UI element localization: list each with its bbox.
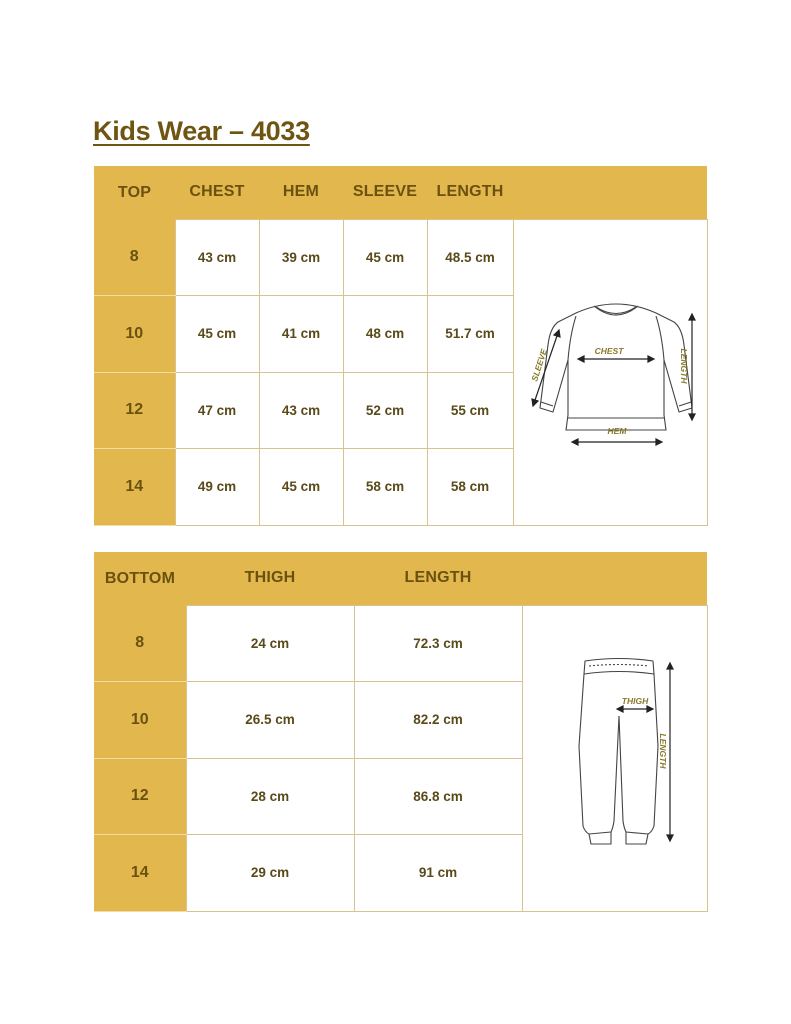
diagram-length-label: LENGTH — [657, 733, 668, 768]
header-thigh: THIGH — [186, 552, 354, 605]
pants-diagram-cell — [522, 605, 707, 911]
chest-value: 43 cm — [175, 219, 259, 296]
diagram-length-label: LENGTH — [678, 348, 689, 383]
size-label: 12 — [94, 758, 186, 835]
hem-value: 45 cm — [259, 449, 343, 526]
bottom-size-table — [94, 552, 708, 912]
hem-value: 39 cm — [259, 219, 343, 296]
size-label: 10 — [94, 296, 175, 373]
header-length: LENGTH — [427, 166, 513, 219]
thigh-value: 26.5 cm — [186, 682, 354, 759]
sleeve-value: 45 cm — [343, 219, 427, 296]
sleeve-value: 58 cm — [343, 449, 427, 526]
sleeve-value: 48 cm — [343, 296, 427, 373]
thigh-value: 28 cm — [186, 758, 354, 835]
length-value: 55 cm — [427, 372, 513, 449]
chest-value: 45 cm — [175, 296, 259, 373]
size-label: 14 — [94, 835, 186, 912]
hem-value: 43 cm — [259, 372, 343, 449]
sweatshirt-diagram — [514, 220, 708, 520]
size-label: 10 — [94, 682, 186, 759]
header-diagram — [522, 552, 707, 605]
size-label: 8 — [94, 219, 175, 296]
chest-value: 47 cm — [175, 372, 259, 449]
table-row — [94, 219, 707, 296]
length-value: 72.3 cm — [354, 605, 522, 682]
header-bottom: BOTTOM — [94, 552, 186, 605]
diagram-thigh-label: THIGH — [621, 695, 648, 706]
diagram-chest-label: CHEST — [594, 345, 623, 356]
page-title: Kids Wear – 4033 — [93, 116, 310, 146]
hem-value: 41 cm — [259, 296, 343, 373]
header-chest: CHEST — [175, 166, 259, 219]
table-row — [94, 605, 707, 682]
thigh-value: 24 cm — [186, 605, 354, 682]
length-value: 91 cm — [354, 835, 522, 912]
header-length: LENGTH — [354, 552, 522, 605]
length-value: 51.7 cm — [427, 296, 513, 373]
length-value: 58 cm — [427, 449, 513, 526]
size-label: 14 — [94, 449, 175, 526]
diagram-hem-label: HEM — [607, 425, 626, 436]
pants-diagram — [523, 606, 708, 906]
thigh-value: 29 cm — [186, 835, 354, 912]
chest-value: 49 cm — [175, 449, 259, 526]
sweatshirt-diagram-cell — [513, 219, 707, 525]
length-value: 86.8 cm — [354, 758, 522, 835]
size-label: 8 — [94, 605, 186, 682]
sleeve-value: 52 cm — [343, 372, 427, 449]
length-value: 82.2 cm — [354, 682, 522, 759]
header-top: TOP — [94, 166, 175, 219]
header-diagram — [513, 166, 707, 219]
length-value: 48.5 cm — [427, 219, 513, 296]
header-hem: HEM — [259, 166, 343, 219]
header-sleeve: SLEEVE — [343, 166, 427, 219]
size-label: 12 — [94, 372, 175, 449]
diagram-sleeve-label: SLEEVE — [528, 347, 549, 383]
top-size-table — [94, 166, 708, 526]
